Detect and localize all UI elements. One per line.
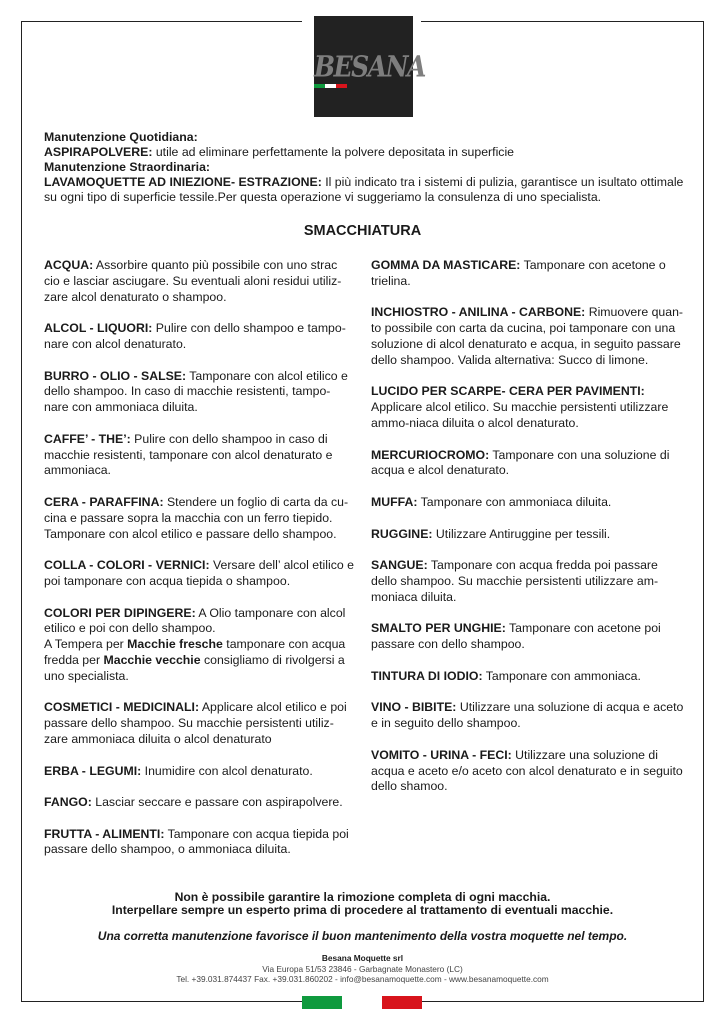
extra-heading: Manutenzione Straordinaria: xyxy=(44,160,211,174)
stain-term: VOMITO - URINA - FECI: xyxy=(371,747,512,762)
daily-paragraph xyxy=(44,145,684,160)
company-contact: Tel. +39.031.874437 Fax. +39.031.860202 - info@besanamoquette.com - www.besanamoquette.com xyxy=(176,974,549,984)
stain-entry xyxy=(371,621,684,653)
stain-term: BURRO - OLIO - SALSE: xyxy=(44,368,187,383)
flag-bar-green xyxy=(302,996,342,1009)
stain-text: Tamponare con acetone poi passare con dello shampoo. xyxy=(371,621,661,652)
stain-text: Tamponare con acqua fredda poi passare dello shampoo. Su macchie persistenti utilizzare am-moniaca diluita. xyxy=(371,558,659,604)
stain-term: MERCURIOCROMO: xyxy=(371,447,490,462)
stain-entry xyxy=(44,558,354,590)
daily-text: utile ad eliminare perfettamente la polvere depositata in superficie xyxy=(152,145,515,159)
stain-entry-colori xyxy=(44,606,354,685)
stain-text: Utilizzare Antiruggine per tessili. xyxy=(432,526,611,541)
extra-paragraph xyxy=(44,175,684,205)
stain-term: Macchie vecchie xyxy=(103,652,201,667)
stain-entry xyxy=(44,700,354,747)
stain-entry xyxy=(371,384,684,431)
stain-entry xyxy=(44,432,354,479)
flag-stripe-green xyxy=(314,84,325,88)
stain-list-right xyxy=(371,258,684,811)
stain-term: VINO - BIBITE: xyxy=(371,700,457,715)
extra-text: Il più indicato tra i sistemi di pulizia, garantisce un isultato ottimale su ogni tipo di superficie tessile.Per questa operazione vi suggeriamo la consulenza di uno specialista. xyxy=(44,175,684,204)
stain-entry xyxy=(371,700,684,732)
stain-text: Tamponare con ammoniaca diluita. xyxy=(417,494,612,509)
stain-text: Inumidire con alcol denaturato. xyxy=(141,763,313,778)
stain-text: Tamponare con ammoniaca. xyxy=(482,668,641,683)
section-title: SMACCHIATURA xyxy=(303,223,422,239)
besana-logo xyxy=(314,16,425,117)
stain-entry xyxy=(44,827,354,859)
flag-bar-red xyxy=(382,996,422,1009)
stain-text: Pulire con dello shampoo in caso di macchie resistenti, tamponare con alcol denaturato e ammoniaca. xyxy=(44,431,333,478)
stain-text: Utilizzare una soluzione di acqua e aceto e/o aceto con alcol denaturato e in seguito dello shamoo. xyxy=(371,747,683,794)
stain-term: COLORI PER DIPINGERE: xyxy=(44,605,196,620)
stain-entry xyxy=(44,321,354,353)
stain-term: FRUTTA - ALIMENTI: xyxy=(44,826,165,841)
extra-term: LAVAMOQUETTE AD INIEZIONE- ESTRAZIONE: xyxy=(44,175,322,189)
stain-text: Versare dell’ alcol etilico e poi tamponare con acqua tiepida o shampoo. xyxy=(44,558,354,588)
stain-term: COLLA - COLORI - VERNICI: xyxy=(44,558,210,573)
stain-term: CERA - PARAFFINA: xyxy=(44,494,164,509)
stain-text: A Tempera per xyxy=(44,637,128,652)
stain-entry xyxy=(44,795,354,811)
stain-term: ERBA - LEGUMI: xyxy=(44,763,142,778)
stain-text: Applicare alcol etilico e poi passare dello shampoo. Su macchie persistenti utiliz-zare ammoniaca diluita o alcol denaturato xyxy=(44,700,347,746)
stain-text: Stendere un foglio di carta da cu-cina e passare sopra la macchia con un ferro tiepido. Tamponare con alcol etilico e passare dello shampoo. xyxy=(44,494,349,541)
stain-text: Lasciar seccare e passare con aspirapolvere. xyxy=(91,795,343,810)
stain-entry xyxy=(371,669,684,685)
stain-term: LUCIDO PER SCARPE- CERA PER PAVIMENTI: xyxy=(371,384,645,399)
daily-heading: Manutenzione Quotidiana: xyxy=(44,130,198,144)
stain-term: MUFFA: xyxy=(371,494,418,509)
stain-entry xyxy=(371,558,684,605)
stain-text: Pulire con dello shampoo e tampo-nare con alcol denaturato. xyxy=(44,321,346,351)
stain-text: Rimuovere quan-to possibile con carta da cucina, poi tamponare con una soluzione di alcol denaturato e acqua, in seguito passare dello shampoo. Valida alternativa: Succo di limone. xyxy=(371,305,684,367)
stain-term: SANGUE: xyxy=(371,558,428,573)
stain-entry xyxy=(371,527,684,543)
stain-text: Tamponare con acetone o trielina. xyxy=(371,258,666,288)
stain-term: FANGO: xyxy=(44,795,92,810)
stain-text: Tamponare con alcol etilico e dello shampoo. In caso di macchie resistenti, tampo-nare con ammoniaca diluita. xyxy=(44,368,348,415)
stain-entry xyxy=(44,369,354,416)
stain-entry xyxy=(44,258,354,305)
stain-text: tamponare con acqua fredda per xyxy=(44,637,346,667)
stain-term: RUGGINE: xyxy=(371,526,433,541)
stain-text: Assorbire quanto più possibile con uno strac cio e lasciar asciugare. Su eventuali aloni residui utiliz-zare alcol denaturato o shampoo. xyxy=(44,258,342,304)
company-address: Via Europa 51/53 23846 - Garbagnate Monastero (LC) xyxy=(262,964,463,974)
stain-list-left xyxy=(44,258,354,874)
stain-term: GOMMA DA MASTICARE: xyxy=(371,258,521,272)
company-name: Besana Moquette srl xyxy=(321,953,404,963)
stain-term: CAFFE’ - THE’: xyxy=(44,431,131,446)
stain-text: consigliamo di rivolgersi a uno specialista. xyxy=(44,652,345,683)
flag-stripe-red xyxy=(336,84,347,88)
stain-text: Tamponare con una soluzione di acqua e alcol denaturato. xyxy=(371,447,670,478)
logo-text: BESANA xyxy=(314,49,425,84)
stain-entry xyxy=(371,258,684,290)
stain-text: Applicare alcol etilico. Su macchie persistenti utilizzare ammo-niaca diluita o alcol denaturato. xyxy=(371,400,669,430)
flag-stripe-white xyxy=(325,84,336,88)
stain-term: SMALTO PER UNGHIE: xyxy=(371,621,506,636)
notice-line-2: Interpellare sempre un esperto prima di procedere al trattamento di eventuali macchie. xyxy=(111,903,614,917)
stain-entry xyxy=(44,764,354,780)
stain-entry xyxy=(44,495,354,542)
stain-text: Utilizzare una soluzione di acqua e aceto e in seguito dello shampoo. xyxy=(371,700,684,731)
stain-entry xyxy=(371,748,684,795)
italian-flag-icon xyxy=(314,84,347,88)
stain-text: A Olio tamponare con alcol etilico e poi con dello shampoo. xyxy=(44,605,346,636)
stain-text: Tamponare con acqua tiepida poi passare dello shampoo, o ammoniaca diluita. xyxy=(44,826,349,857)
footer-tagline: Una corretta manutenzione favorisce il buon mantenimento della vostra moquette nel tempo. xyxy=(97,929,628,943)
stain-entry xyxy=(371,495,684,511)
notice-line-1: Non è possibile garantire la rimozione completa di ogni macchia. xyxy=(174,890,551,904)
stain-term: TINTURA DI IODIO: xyxy=(371,668,483,683)
stain-term: ALCOL - LIQUORI: xyxy=(44,321,153,336)
footer-notice xyxy=(0,891,725,917)
stain-entry xyxy=(371,448,684,480)
stain-entry xyxy=(371,305,684,368)
stain-term: Macchie fresche xyxy=(127,637,223,652)
stain-term: INCHIOSTRO - ANILINA - CARBONE: xyxy=(371,305,586,320)
stain-term: COSMETICI - MEDICINALI: xyxy=(44,700,200,715)
daily-term: ASPIRAPOLVERE: xyxy=(44,145,153,159)
maintenance-section xyxy=(44,130,684,205)
stain-term: ACQUA: xyxy=(44,258,94,272)
